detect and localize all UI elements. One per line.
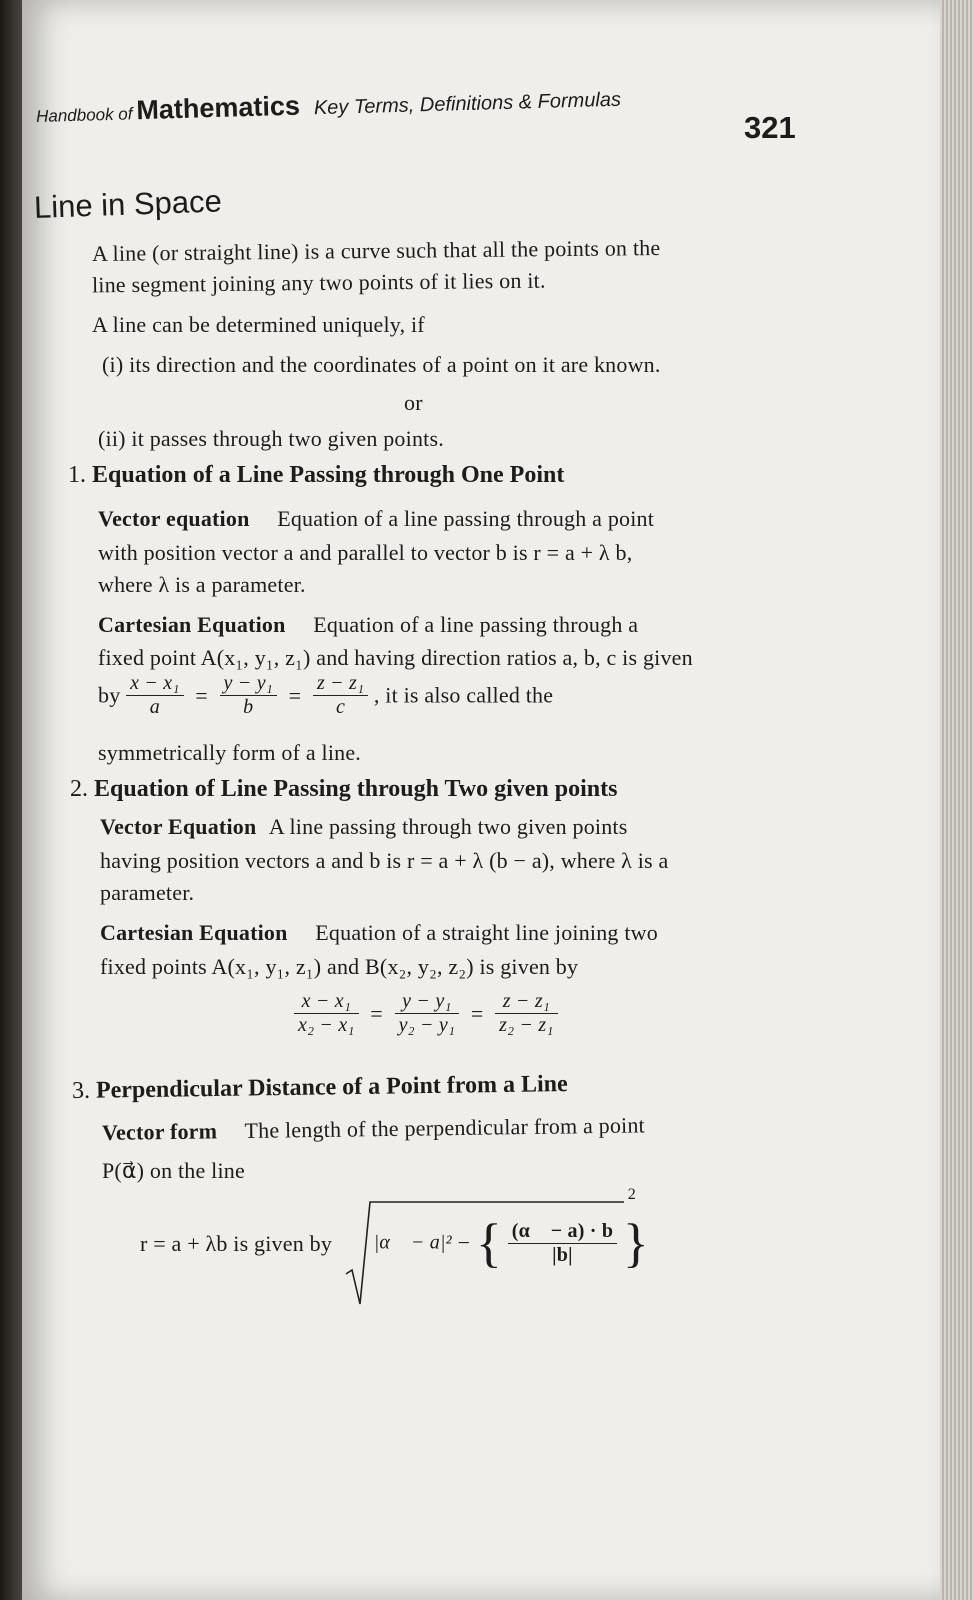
sqrt-sign-icon bbox=[344, 1196, 644, 1308]
s1-vector-line-1 bbox=[98, 506, 654, 532]
s2-fraction-z bbox=[495, 990, 557, 1037]
s1-cartesian-line-2: fixed point A(x₁, y₁, z₁) and having direction ratios a, b, c is given bbox=[98, 645, 693, 670]
s2-vector-line-2: having position vectors a and b is r = a + λ (b − a), where λ is a bbox=[100, 848, 669, 873]
s2-equals-2: = bbox=[470, 1000, 484, 1026]
s2-cartesian-line-1 bbox=[100, 920, 658, 946]
s2-cartesian-term: Cartesian Equation bbox=[100, 920, 288, 945]
s2-fraction-y-den: y₂ − y₁ bbox=[398, 1014, 456, 1036]
s2-vector-line-1 bbox=[100, 814, 628, 840]
s3-vector-line-2: P(α⃗) on the line bbox=[102, 1158, 245, 1183]
s3-term-1: |α⃗ − a|² bbox=[373, 1231, 452, 1254]
s2-fraction-y bbox=[395, 990, 460, 1037]
s2-cartesian-line-2: fixed points A(x₁, y₁, z₁) and B(x₂, y₂, z₂) is given by bbox=[100, 954, 579, 979]
s1-cartesian-line-4: symmetrically form of a line. bbox=[98, 740, 362, 765]
s2-fraction-x bbox=[294, 990, 359, 1037]
s1-equals-2: = bbox=[288, 682, 302, 708]
s1-fraction-z bbox=[313, 672, 368, 719]
s2-vector-text-1: A line passing through two given points bbox=[268, 814, 628, 839]
s1-fraction-y bbox=[220, 672, 277, 719]
s1-fraction-x-den: a bbox=[149, 696, 160, 718]
intro-line-3: A line can be determined uniquely, if bbox=[92, 312, 425, 337]
page-number: 321 bbox=[744, 110, 796, 145]
s3-vector-text-1: The length of the perpendicular from a point bbox=[244, 1112, 646, 1144]
header-handbook-of: Handbook of bbox=[35, 104, 133, 126]
s2-vector-term: Vector Equation bbox=[100, 814, 257, 839]
s2-equals-1: = bbox=[370, 1000, 383, 1026]
s3-distance-formula bbox=[140, 1186, 649, 1292]
s1-fraction-z-den: c bbox=[336, 696, 346, 718]
s1-fraction-z-num: z − z₁ bbox=[313, 672, 368, 696]
header-mathematics: Mathematics bbox=[135, 90, 301, 126]
s2-number: 2. bbox=[70, 776, 88, 802]
s1-fraction-x-num: x − x₁ bbox=[126, 672, 183, 696]
s2-fraction-y-num: y − y₁ bbox=[395, 990, 460, 1014]
s3-vector-term: Vector form bbox=[101, 1118, 218, 1145]
s1-by: by bbox=[98, 682, 121, 708]
header-subtitle: Key Terms, Definitions & Formulas bbox=[313, 88, 622, 120]
s1-fraction-y-num: y − y₁ bbox=[220, 672, 277, 696]
s1-cartesian-line-1 bbox=[98, 612, 638, 638]
intro-item-1: (i) its direction and the coordinates of a point on it are known. bbox=[102, 352, 661, 377]
s3-inner-den: |b| bbox=[552, 1243, 573, 1266]
intro-line-1: A line (or straight line) is a curve such that all the points on the bbox=[91, 235, 661, 266]
s3-minus: − bbox=[457, 1230, 471, 1255]
s2-cartesian-text-1: Equation of a straight line joining two bbox=[315, 920, 658, 945]
s2-fraction-z-num: z − z₁ bbox=[495, 990, 557, 1014]
s1-vector-line-2: with position vector a and parallel to vector b is r = a + λ b, bbox=[98, 540, 633, 565]
s1-cartesian-tail: , it is also called the bbox=[373, 682, 554, 708]
s1-number: 1. bbox=[68, 462, 86, 488]
s2-title: Equation of Line Passing through Two given points bbox=[94, 776, 618, 802]
s1-vector-text-1: Equation of a line passing through a point bbox=[277, 506, 655, 531]
section-title: Line in Space bbox=[33, 183, 223, 225]
s3-number: 3. bbox=[71, 1077, 91, 1104]
s1-vector-line-3: where λ is a parameter. bbox=[98, 572, 306, 597]
page-edges bbox=[940, 0, 974, 1600]
s3-brace-left: { bbox=[475, 1213, 503, 1273]
intro-or: or bbox=[404, 390, 423, 415]
s2-cartesian-equation bbox=[294, 990, 558, 1037]
s3-exponent: 2 bbox=[627, 1186, 636, 1203]
intro-line-2: line segment joining any two points of it lies on it. bbox=[91, 267, 546, 298]
s3-vector-line-1 bbox=[102, 1112, 645, 1146]
s3-brace-right: } bbox=[622, 1213, 649, 1273]
book-page bbox=[22, 0, 940, 1600]
s3-heading bbox=[72, 1071, 568, 1105]
running-header bbox=[36, 82, 622, 129]
s1-fraction-y-den: b bbox=[243, 696, 254, 718]
sqrt-expression bbox=[344, 1186, 649, 1292]
s1-vector-term: Vector equation bbox=[98, 506, 250, 531]
s1-cartesian-text-1: Equation of a line passing through a bbox=[313, 612, 639, 637]
s1-fraction-x bbox=[126, 672, 183, 719]
s2-vector-line-3: parameter. bbox=[100, 880, 195, 905]
s3-given-by: r = a + λb is given by bbox=[140, 1231, 333, 1256]
s2-fraction-z-den: z₂ − z₁ bbox=[499, 1014, 554, 1036]
book-binding bbox=[0, 0, 22, 1600]
intro-item-2: (ii) it passes through two given points. bbox=[98, 426, 444, 451]
s3-inner-num: (α⃗ − a) · b bbox=[508, 1220, 617, 1244]
s2-fraction-x-den: x₂ − x₁ bbox=[298, 1014, 355, 1036]
s1-cartesian-equation bbox=[98, 672, 553, 719]
s1-title: Equation of a Line Passing through One Point bbox=[92, 462, 565, 488]
s1-heading bbox=[68, 462, 564, 489]
s2-fraction-x-num: x − x₁ bbox=[294, 990, 359, 1014]
s3-title: Perpendicular Distance of a Point from a Line bbox=[95, 1071, 568, 1104]
s2-heading bbox=[70, 776, 617, 803]
s1-equals-1: = bbox=[195, 682, 208, 708]
s1-cartesian-term: Cartesian Equation bbox=[98, 612, 286, 637]
